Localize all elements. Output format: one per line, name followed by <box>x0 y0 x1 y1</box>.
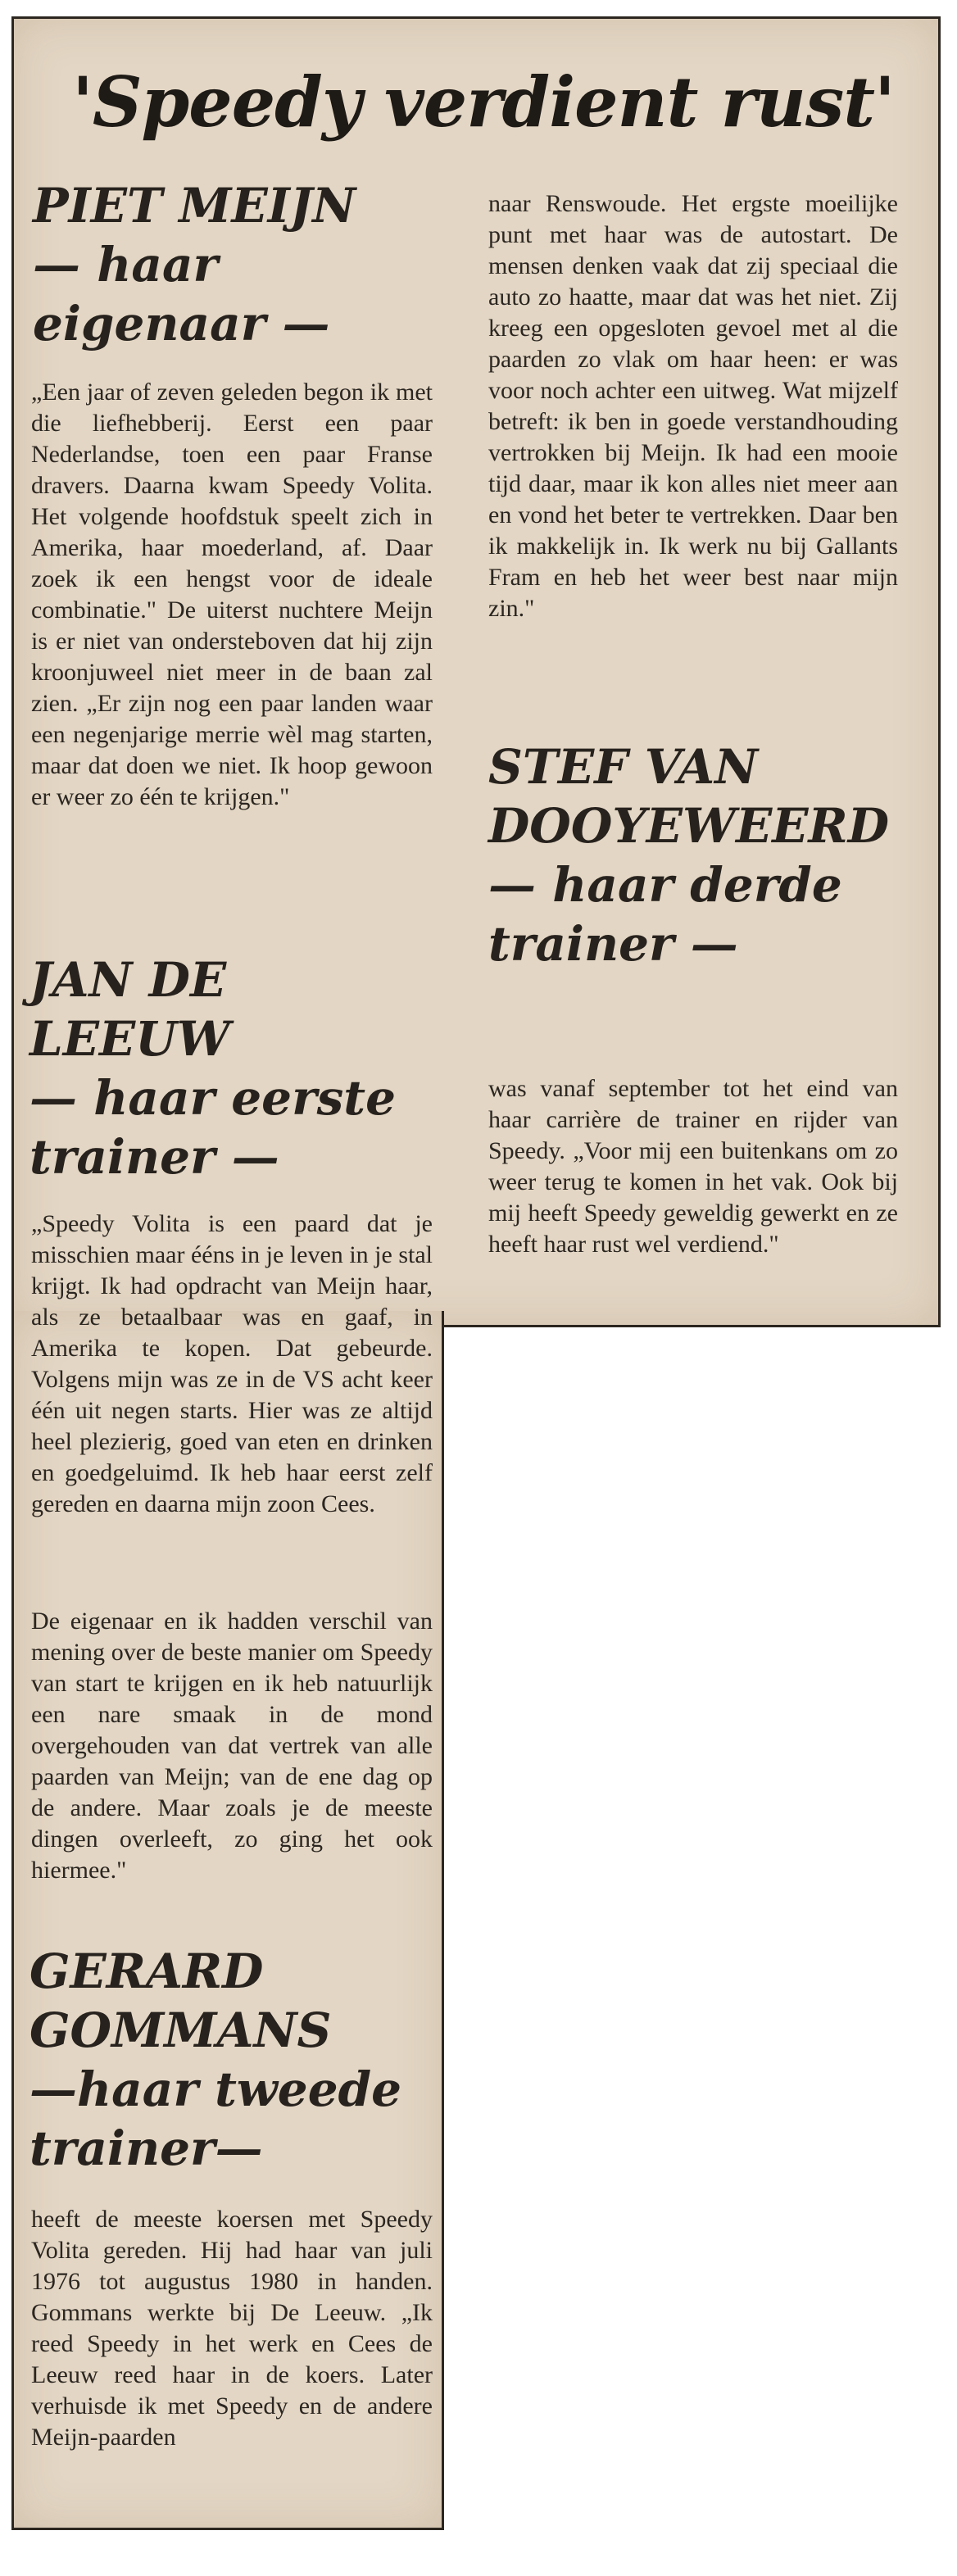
section-body-jan-de-leeuw-2: De eigenaar en ik hadden verschil van mening over de beste manier om Speedy van start te krijgen en ik heb natuurlijk een nare smaak in de mond overgehouden van dat vertrek van alle paarden van Meijn; van de ene dag op de andere. Maar zoals je de meeste dingen overleeft, zo ging het ook hiermee." <box>31 1608 433 1884</box>
clipping-border-bottom <box>11 2528 444 2530</box>
section-heading-stef-van-dooyeweerd <box>488 737 898 973</box>
section-role: — haar eerste trainer — <box>29 1070 396 1185</box>
section-body-stef-van-dooyeweerd: was vanaf september tot het eind van haar carrière de trainer en rijder van Speedy. „Voor mij een buitenkans om zo weer terug te komen in het vak. Ook bij mij heeft Speedy geweldig gewerkt en ze heeft haar rust wel verdiend." <box>488 1075 898 1258</box>
section-heading-gerard-gommans <box>29 1942 431 2178</box>
clipping-border-step <box>442 1325 941 1327</box>
section-body-piet-meijn: „Een jaar of zeven geleden begon ik met die liefhebberij. Eerst een paar Nederlandse, toen een paar Franse dravers. Daarna kwam Speedy Volita. Het volgende hoofdstuk speelt zich in Amerika, haar moederland, af. Daar zoek ik een hengst voor de ideale combinatie." De uiterst nuchtere Meijn is er niet van ondersteboven dat hij zijn kroonjuweel niet meer in de baan zal zien. „Er zijn nog een paar landen waar een negenjarige merrie wèl mag starten, maar dat doen we niet. Ik hoop gewoon er weer zo één te krijgen." <box>31 379 433 810</box>
clipping-border-mid <box>442 1311 444 2530</box>
section-role: — haar eigenaar — <box>33 237 330 351</box>
section-role: — haar derde trainer — <box>488 857 842 972</box>
clipping-border-left <box>11 16 14 2530</box>
section-name: JAN DE LEEUW <box>29 952 230 1067</box>
article-headline: 'Speedy verdient rust' <box>72 61 895 143</box>
section-body-jan-de-leeuw-1: „Speedy Volita is een paard dat je misschien maar ééns in je leven in je stal krijgt. Ik had opdracht van Meijn haar, als ze betaalbaar was en gaaf, in Amerika te kopen. Dat gebeurde. Volgens mijn was ze in de VS acht keer één uit negen starts. Hier was ze altijd heel plezierig, goed van eten en drinken en goedgeluimd. Ik heb haar eerst zelf gereden en daarna mijn zoon Cees. <box>31 1210 433 1517</box>
clipping-border-right <box>938 16 941 1327</box>
clipping-border-top <box>11 16 941 19</box>
section-body-gommans-continued: naar Renswoude. Het ergste moeilijke punt met haar was de autostart. De mensen denken vaak dat zij speciaal die auto zo haatte, maar dat was het niet. Zij kreeg een opgesloten gevoel met al die paarden zo vlak om haar heen: er was voor noch achter een uitweg. Wat mijzelf betreft: ik ben in goede verstandhouding vertrokken bij Meijn. Ik had een mooie tijd daar, maar ik kon alles niet meer aan en vond het beter te vertrekken. Daar ben ik makkelijk in. Ik werk nu bij Gallants Fram en heb het weer best naar mijn zin." <box>488 190 898 622</box>
section-heading-piet-meijn <box>33 176 434 353</box>
section-heading-jan-de-leeuw <box>29 950 431 1186</box>
section-role: —haar tweede trainer— <box>29 2061 402 2176</box>
section-name: GERARD GOMMANS <box>29 1943 332 2058</box>
section-body-gerard-gommans: heeft de meeste koersen met Speedy Volita gereden. Hij had haar van juli 1976 tot augustus 1980 in handen. Gommans werkte bij De Leeuw. „Ik reed Speedy in het werk en Cees de Leeuw reed haar in de koers. Later verhuisde ik met Speedy en de andere Meijn-paarden <box>31 2206 433 2451</box>
section-name: PIET MEIJN <box>33 178 356 234</box>
section-name: STEF VAN DOOYEWEERD <box>488 739 890 854</box>
